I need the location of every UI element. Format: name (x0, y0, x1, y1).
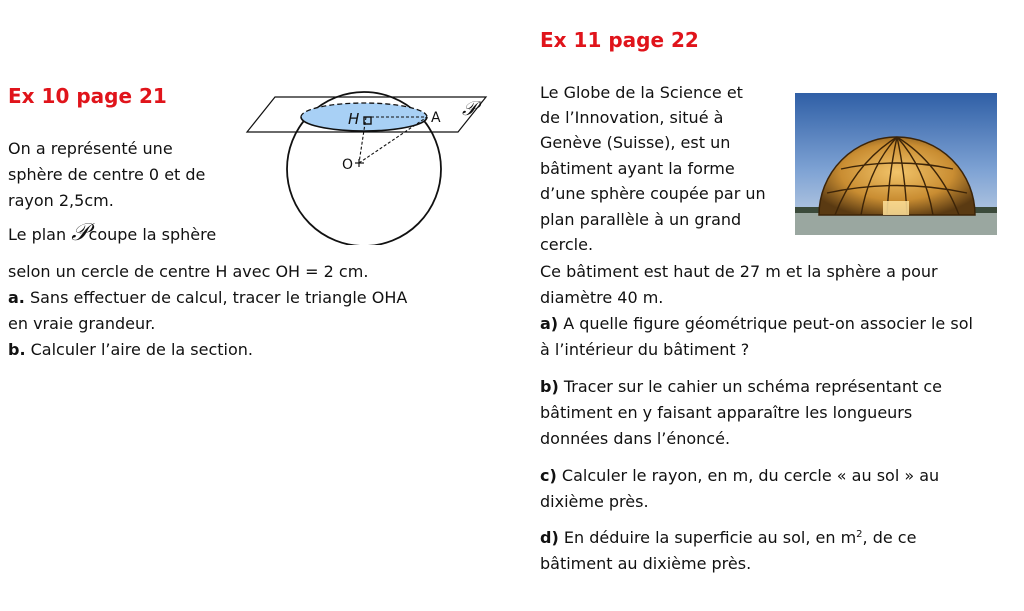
question-b-cont: bâtiment en y faisant apparaître les longueurs (540, 403, 913, 422)
plane-sentence-start: Le plan (8, 225, 72, 244)
question-label: a) (540, 314, 559, 333)
sphere-figure (240, 83, 490, 245)
ex10-intro-line: On a représenté une (8, 139, 173, 158)
ex10-intro-line: sphère de centre 0 et de (8, 165, 206, 184)
label-h: H (348, 110, 360, 128)
question-text: Tracer sur le cahier un schéma représentant ce (563, 377, 942, 396)
entrance-light (883, 201, 909, 215)
question-c-cont: dixième près. (540, 492, 649, 511)
ex10-plane-sentence (8, 218, 217, 248)
ex10-item-a (8, 285, 407, 311)
question-a-cont: à l’intérieur du bâtiment ? (540, 340, 750, 359)
item-text: Calculer l’aire de la section. (30, 340, 254, 359)
plane-symbol: 𝒫 (71, 218, 89, 246)
item-label: a. (8, 288, 25, 307)
ex10-item-b (8, 337, 253, 363)
plane-sentence-end: coupe la sphère (88, 225, 217, 244)
ex10-intro-line: rayon 2,5cm. (8, 191, 114, 210)
question-b (540, 374, 942, 400)
item-text: Sans effectuer de calcul, tracer le triangle OHA (29, 288, 408, 307)
question-text: A quelle figure géométrique peut-on associer le sol (563, 314, 973, 333)
label-a: A (431, 110, 441, 126)
question-label: b) (540, 377, 559, 396)
ex10-title: Ex 10 page 21 (8, 84, 167, 108)
ex11-intro-line: Le Globe de la Science et (540, 83, 743, 102)
ex10-circle-sentence: selon un cercle de centre H avec OH = 2 cm. (8, 262, 369, 281)
question-text: En déduire la superficie au sol, en m (563, 528, 857, 547)
question-text: , de ce (862, 528, 917, 547)
ex11-intro-line: de l’Innovation, situé à (540, 108, 724, 127)
ex11-title: Ex 11 page 22 (540, 28, 699, 52)
ex11-intro-line: bâtiment ayant la forme (540, 159, 735, 178)
question-d-cont: bâtiment au dixième près. (540, 554, 752, 573)
question-label: c) (540, 466, 557, 485)
question-label: d) (540, 528, 559, 547)
ex11-facts-line: diamètre 40 m. (540, 288, 664, 307)
superscript-2: 2 (856, 529, 863, 540)
ex11-intro-line: Genève (Suisse), est un (540, 133, 731, 152)
item-label: b. (8, 340, 26, 359)
question-d (540, 525, 916, 551)
ex11-intro-line: cercle. (540, 235, 594, 254)
question-b-cont: données dans l’énoncé. (540, 429, 731, 448)
ex11-intro-line: plan parallèle à un grand (540, 210, 742, 229)
ex10-item-a-cont: en vraie grandeur. (8, 314, 156, 333)
label-plane: 𝒫 (462, 96, 477, 120)
globe-building-photo (795, 93, 997, 235)
question-text: Calculer le rayon, en m, du cercle « au sol » au (561, 466, 940, 485)
question-c (540, 463, 939, 489)
label-o: O (342, 157, 354, 173)
ex11-facts-line: Ce bâtiment est haut de 27 m et la sphère a pour (540, 262, 938, 281)
question-a (540, 311, 973, 337)
ex11-intro-line: d’une sphère coupée par un (540, 184, 766, 203)
